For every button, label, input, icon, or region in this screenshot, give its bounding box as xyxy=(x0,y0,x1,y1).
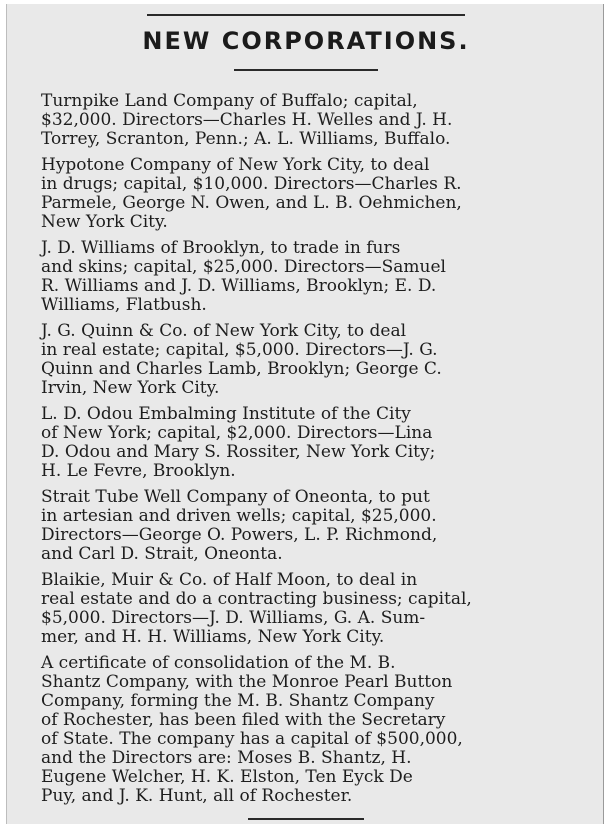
text-line: New York City. xyxy=(41,212,168,232)
text-line: Quinn and Charles Lamb, Brooklyn; George C. xyxy=(41,359,442,379)
paragraph-blaikie-muir xyxy=(21,571,589,647)
text-line: Directors—George O. Powers, L. P. Richmond, xyxy=(41,525,438,545)
text-line: Torrey, Scranton, Penn.; A. L. Williams, Buffalo. xyxy=(41,129,451,149)
text-line: in real estate; capital, $5,000. Directors—J. G. xyxy=(41,340,438,360)
text-line: J. G. Quinn & Co. of New York City, to deal xyxy=(41,321,407,341)
text-line: Hypotone Company of New York City, to deal xyxy=(41,155,430,175)
paragraph-shantz-consolidation xyxy=(21,654,589,806)
text-line: Strait Tube Well Company of Oneonta, to put xyxy=(41,487,430,507)
paragraph-odou-embalming xyxy=(21,405,589,481)
text-line: H. Le Fevre, Brooklyn. xyxy=(41,461,236,481)
bottom-rule xyxy=(248,818,364,820)
paragraph-jg-quinn xyxy=(21,322,589,398)
text-line: D. Odou and Mary S. Rossiter, New York City; xyxy=(41,442,436,462)
text-line: Puy, and J. K. Hunt, all of Rochester. xyxy=(41,786,353,806)
text-line: R. Williams and J. D. Williams, Brooklyn; E. D. xyxy=(41,276,437,296)
paragraph-turnpike-land xyxy=(21,92,589,149)
text-line: Shantz Company, with the Monroe Pearl Button xyxy=(41,672,453,692)
text-line: J. D. Williams of Brooklyn, to trade in furs xyxy=(41,238,401,258)
text-line: Blaikie, Muir & Co. of Half Moon, to deal in xyxy=(41,570,418,590)
text-line: in drugs; capital, $10,000. Directors—Charles R. xyxy=(41,174,462,194)
text-line: in artesian and driven wells; capital, $25,000. xyxy=(41,506,437,526)
text-line: real estate and do a contracting business; capital, xyxy=(41,589,472,609)
text-line: of State. The company has a capital of $500,000, xyxy=(41,729,463,749)
text-line: of Rochester, has been filed with the Secretary xyxy=(41,710,446,730)
text-line: mer, and H. H. Williams, New York City. xyxy=(41,627,385,647)
text-line: Irvin, New York City. xyxy=(41,378,220,398)
text-line: and the Directors are: Moses B. Shantz, H. xyxy=(41,748,412,768)
text-line: Turnpike Land Company of Buffalo; capital, xyxy=(41,91,418,111)
text-line: $5,000. Directors—J. D. Williams, G. A. Sum- xyxy=(41,608,426,628)
paragraph-hypotone xyxy=(21,156,589,232)
text-line: Eugene Welcher, H. K. Elston, Ten Eyck De xyxy=(41,767,413,787)
text-line: Parmele, George N. Owen, and L. B. Oehmichen, xyxy=(41,193,462,213)
text-line: Williams, Flatbush. xyxy=(41,295,207,315)
text-line: L. D. Odou Embalming Institute of the City xyxy=(41,404,411,424)
text-line: of New York; capital, $2,000. Directors—Lina xyxy=(41,423,433,443)
article-body xyxy=(21,92,589,813)
text-line: and Carl D. Strait, Oneonta. xyxy=(41,544,283,564)
newspaper-clipping xyxy=(6,4,604,824)
headline: NEW CORPORATIONS. xyxy=(142,27,470,55)
headline-rule xyxy=(234,69,378,71)
text-line: A certificate of consolidation of the M. B. xyxy=(41,653,396,673)
paragraph-jd-williams xyxy=(21,239,589,315)
paragraph-strait-tube-well xyxy=(21,488,589,564)
top-rule xyxy=(147,14,465,16)
text-line: and skins; capital, $25,000. Directors—Samuel xyxy=(41,257,446,277)
text-line: Company, forming the M. B. Shantz Company xyxy=(41,691,435,711)
text-line: $32,000. Directors—Charles H. Welles and J. H. xyxy=(41,110,453,130)
